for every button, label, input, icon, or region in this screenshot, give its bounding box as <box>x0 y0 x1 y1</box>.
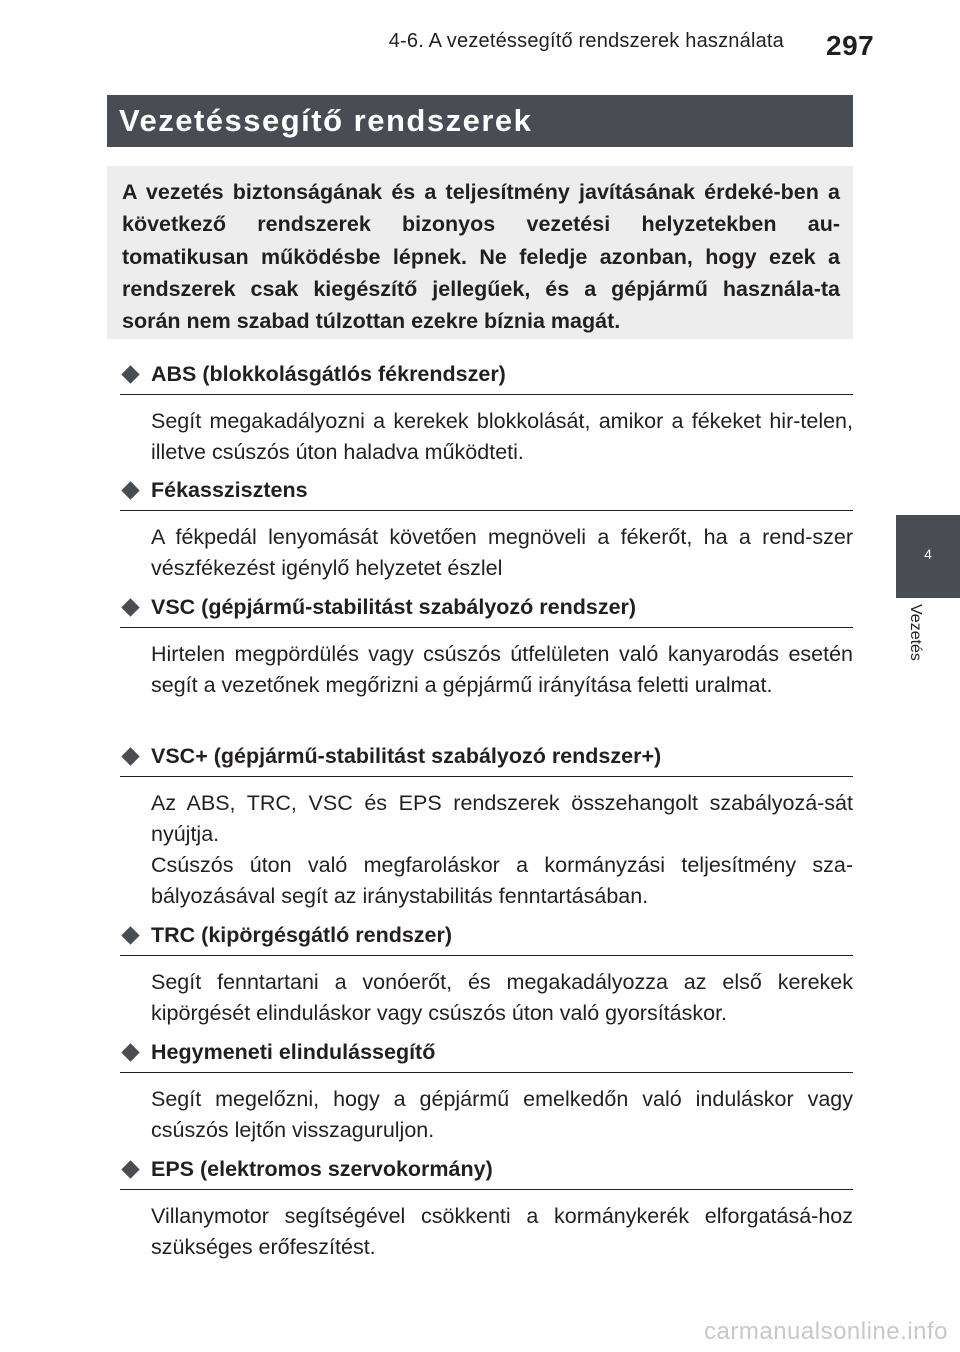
section-heading <box>120 362 853 395</box>
section-heading-text: VSC (gépjármű-stabilitást szabályozó rendszer) <box>151 595 637 619</box>
section-heading-text: VSC+ (gépjármű-stabilitást szabályozó rendszer+) <box>151 744 662 768</box>
watermark: carmanualsonline.info <box>704 1318 948 1345</box>
section-body <box>151 522 853 584</box>
diamond-bullet-icon <box>121 1160 139 1178</box>
section-body <box>151 1084 853 1146</box>
section-heading-text: EPS (elektromos szervokormány) <box>151 1157 493 1181</box>
section-heading-text: Fékasszisztens <box>151 478 308 502</box>
section-brake-assist <box>120 478 853 584</box>
section-heading <box>120 923 853 956</box>
section-heading <box>120 1157 853 1190</box>
section-trc <box>120 923 853 1029</box>
diamond-bullet-icon <box>121 926 139 944</box>
page-title: Vezetéssegítő rendszerek <box>119 103 533 138</box>
section-paragraph: Segít megakadályozni a kerekek blokkolását, amikor a fékeket hir-telen, illetve csúszós úton haladva működteti. <box>151 409 853 464</box>
section-vsc-plus <box>120 744 853 912</box>
intro-text: A vezetés biztonságának és a teljesítmény javításának érdeké-ben a következő rendszerek bizonyos vezetési helyzetekben au-tomatikusan működésbe lépnek. Ne feledje azonban, hogy ezek a rendszerek csak kiegészítő jellegűek, és a gépjármű használa-ta során nem szabad túlzottan ezekre bíznia magát. <box>122 180 840 334</box>
chapter-tab[interactable] <box>896 515 960 598</box>
chapter-number: 4 <box>924 546 932 562</box>
diamond-bullet-icon <box>121 598 139 616</box>
section-paragraph: Villanymotor segítségével csökkenti a kormánykerék elforgatásá-hoz szükséges erőfeszítést. <box>151 1204 853 1259</box>
section-paragraph: Az ABS, TRC, VSC és EPS rendszerek összehangolt szabályozá-sát nyújtja. <box>151 791 853 846</box>
page-number: 297 <box>826 30 875 61</box>
diamond-bullet-icon <box>121 481 139 499</box>
section-body <box>151 406 853 468</box>
diamond-bullet-icon <box>121 747 139 765</box>
section-heading-text: TRC (kipörgésgátló rendszer) <box>151 923 453 947</box>
section-body <box>151 967 853 1029</box>
section-heading-text: ABS (blokkolásgátlós fékrendszer) <box>151 362 506 386</box>
intro-box <box>107 166 853 339</box>
section-paragraph: Segít megelőzni, hogy a gépjármű emelkedőn való induláskor vagy csúszós lejtőn visszaguruljon. <box>151 1087 853 1142</box>
section-heading <box>120 478 853 511</box>
section-hill-start-assist <box>120 1040 853 1146</box>
diamond-bullet-icon <box>121 1043 139 1061</box>
header-section-title: 4-6. A vezetéssegítő rendszerek használata <box>388 30 784 52</box>
chapter-label: Vezetés <box>907 604 924 661</box>
section-body <box>151 1201 853 1263</box>
section-paragraph: A fékpedál lenyomását követően megnöveli a fékerőt, ha a rend-szer vészfékezést igénylő helyzetet észlel <box>151 525 853 580</box>
diamond-bullet-icon <box>121 365 139 383</box>
section-abs <box>120 362 853 468</box>
section-heading <box>120 744 853 777</box>
section-heading-text: Hegymeneti elindulássegítő <box>151 1040 436 1064</box>
section-paragraph: Segít fenntartani a vonóerőt, és megakadályozza az első kerekek kipörgését elinduláskor vagy csúszós úton való gyorsításkor. <box>151 970 853 1025</box>
section-paragraph: Csúszós úton való megfaroláskor a kormányzási teljesítmény sza-bályozásával segít az iránystabilitás fenntartásában. <box>151 853 853 908</box>
section-paragraph: Hirtelen megpördülés vagy csúszós útfelületen való kanyarodás esetén segít a vezetőnek megőrizni a gépjármű irányítása feletti uralmat. <box>151 642 853 697</box>
section-eps <box>120 1157 853 1263</box>
title-bar <box>107 95 853 147</box>
section-heading <box>120 1040 853 1073</box>
section-body <box>151 639 853 701</box>
section-heading <box>120 595 853 628</box>
section-vsc <box>120 595 853 701</box>
section-body <box>151 788 853 912</box>
